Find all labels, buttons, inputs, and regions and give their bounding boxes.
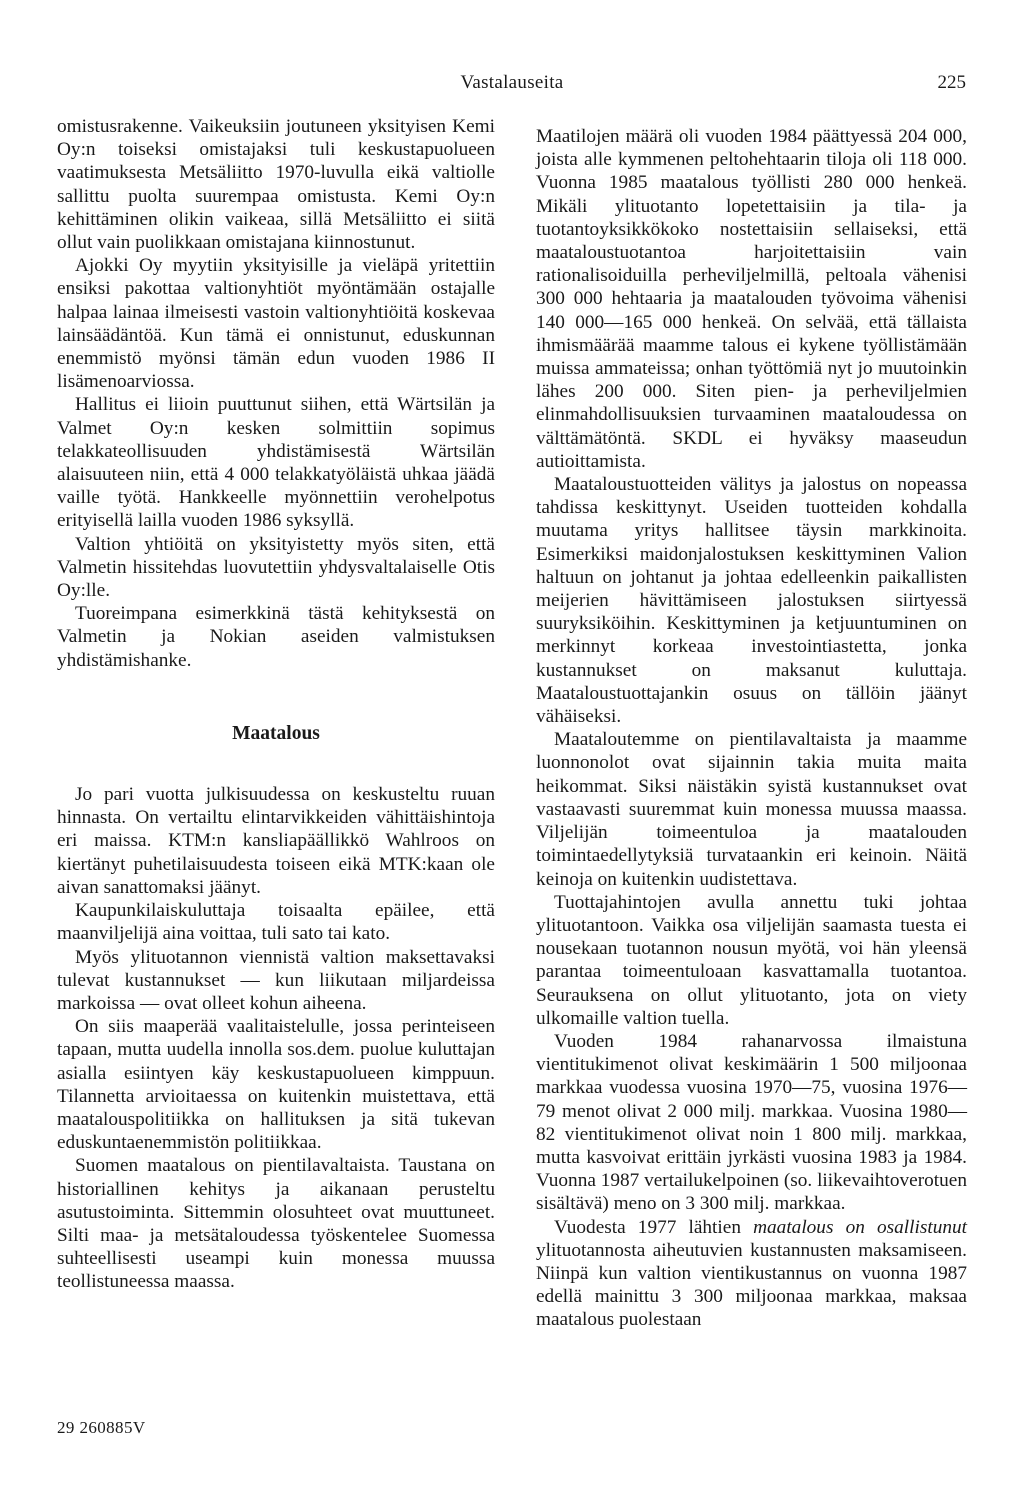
paragraph: Maatilojen määrä oli vuoden 1984 päättyessä 204 000, joista alle kymmenen peltohehtaarin tiloja oli 118 000. Vuonna 1985 maatalous työllisti 280 000 henkeä. Mikäli ylituotanto lopetettaisiin ja tila- ja tuotantoyksikkökoko nostettaisiin sellaiseksi, että maataloustuotantoa harjoitettaisiin vain rationalisoiduilla perheviljelmillä, peltoala vähenisi 300 000 hehtaaria ja maatalouden työvoima vähenisi 140 000—165 000 henkeä. On selvää, että tällaista ihmismäärää maamme talous ei kykene työllistämään muissa ammateissa; onhan työttömiä nyt jo muutoinkin lähes 200 000. Siten pien- ja perheviljelmien elinmahdollisuuksien turvaaminen maataloudessa on välttämätöntä. SKDL ei hyväksy maaseudun autioittamista. (536, 126, 967, 472)
section-title: Maatalous (232, 722, 320, 744)
paragraph: Valtion yhtiöitä on yksityistetty myös siten, että Valmetin hissitehdas luovutettiin yhdysvaltalaiselle Otis Oy:lle. (57, 533, 495, 602)
paragraph: Tuoreimpana esimerkkinä tästä kehityksestä on Valmetin ja Nokian aseiden valmistuksen yhdistämishanke. (57, 603, 495, 671)
paragraph: Ajokki Oy myytiin yksityisille ja vieläpä yritettiin ensiksi pakottaa valtionyhtiöt myöntämään ostajalle halpaa lainaa ilmeisesti vastoin valtionyhtiöitä koskevaa lainsäädäntöä. Kun tämä ei onnistunut, eduskunnan enemmistö myönsi tämän edun vuoden 1986 II lisämenoarviossa. (57, 255, 495, 393)
left-column (57, 115, 495, 1294)
paragraph: Suomen maatalous on pientilavaltaista. Taustana on historiallinen kehitys ja aikanaan perusteltu asutustoiminta. Sittemmin olosuhteet ovat muuttuneet. Silti maa- ja metsätaloudessa työskentelee Suomessa suhteellisesti useampi kuin monessa muussa teollistuneessa maassa. (57, 1155, 495, 1293)
paragraph: Maataloutemme on pientilavaltaista ja maamme luonnonolot ovat sijainnin takia muita maita heikommat. Siksi näistäkin syistä kustannukset ovat vastaavasti suuremmat kuin monessa muussa maassa. Viljelijän toimeentuloa ja maatalouden toimintaedellytyksiä turvataankin eri keinoin. Näitä keinoja on kuitenkin uudistettava. (536, 729, 967, 890)
running-head: Vastalauseita (460, 72, 564, 93)
paragraph: Kaupunkilaiskuluttaja toisaalta epäilee, että maanviljelijä aina voittaa, tuli sato tai kato. (57, 900, 495, 945)
emphasis-text: maatalous on osallistunut (753, 1216, 968, 1238)
paragraph: Tuottajahintojen avulla annettu tuki johtaa ylituotantoon. Vaikka osa viljelijän saamasta tuesta ei nousekaan tuotannon nousun myötä, voi hän yleensä parantaa toimeentuloaan kasvattamalla tuotantoa. Seurauksena on ollut ylituotanto, jota on viety ulkomaille valtion tuella. (536, 891, 967, 1029)
right-column (536, 125, 967, 1332)
paragraph: omistusrakenne. Vaikeuksiin joutuneen yksityisen Kemi Oy:n toiseksi omistajaksi tuli keskustapuolueen vaatimuksesta Metsäliitto 1970-luvulla eikä valtiolle sallittu puolta suurempaa omistusta. Kemi Oy:n kehittäminen olikin vaikeaa, sillä Metsäliitto ei siitä ollut vain puolikkaan omistajana kiinnostunut. (57, 116, 495, 254)
paragraph: Jo pari vuotta julkisuudessa on keskusteltu ruuan hinnasta. On vertailtu elintarvikkeiden vähittäishintoja eri maissa. KTM:n kansliapäällikkö Wahlroos on kiertänyt puhetilaisuudesta toiseen eikä MTK:kaan ole aivan sanattomaksi jäänyt. (57, 784, 495, 898)
paragraph: Hallitus ei liioin puuttunut siihen, että Wärtsilän ja Valmet Oy:n kesken solmittiin sopimus telakkateollisuuden yhdistämisestä Wärtsilän alaisuuteen niin, että 4 000 telakkatyöläistä uhkaa jäädä vaille työtä. Hankkeelle myönnettiin verohelpotus erityisellä lailla vuoden 1986 syksyllä. (57, 394, 495, 532)
paragraph-text: Vuodesta 1977 lähtien (554, 1216, 754, 1238)
page-header (0, 72, 1024, 100)
paragraph-text: ylituotannosta aiheutuvien kustannusten maksamiseen. Niinpä kun valtion vientikustannus on vuonna 1987 edellä mainittu 3 300 miljoonaa markkaa, maksaa maatalous puolestaan (536, 1239, 967, 1331)
paragraph (536, 1216, 967, 1332)
footer-code: 29 260885V (57, 1418, 146, 1437)
paragraph: Vuoden 1984 rahanarvossa ilmaistuna vientitukimenot olivat keskimäärin 1 500 miljoonaa markkaa vuodessa vuosina 1970—75, vuosina 1976—79 menot olivat 2 000 milj. markkaa. Vuosina 1980—82 vientitukimenot olivat noin 1 800 milj. markkaa, mutta kasvoivat erittäin jyrkästi vuosina 1983 ja 1984. Vuonna 1987 vertailukelpoinen (so. liikevaihtoverotuen sisältävä) meno on 3 300 milj. markkaa. (536, 1030, 967, 1215)
paragraph: Maataloustuotteiden välitys ja jalostus on nopeassa tahdissa keskittynyt. Useiden tuotteiden kohdalla muutama yritys hallitsee täysin markkinoita. Esimerkiksi maidonjalostuksen keskittyminen Valion haltuun on johtanut ja johtaa edelleenkin paikallisten meijerien hävittämiseen jalostuksen siirtyessä suuryksiköihin. Keskittyminen ja ketjuuntuminen on merkinnyt korkeaa investointiastetta, jonka kustannukset on maksanut kuluttaja. Maataloustuottajankin osuus on tällöin jäänyt vähäiseksi. (536, 474, 967, 728)
paragraph: On siis maaperää vaalitaistelulle, jossa perinteiseen tapaan, mutta uudella innolla sos.dem. puolue kuluttajan asialla esiintyen käy keskustapuolueen kimppuun. Tilannetta arvioitaessa on kuitenkin muistettava, että maatalouspolitiikka on hallituksen ja sitä tukevan eduskuntaenemmistön politiikkaa. (57, 1016, 495, 1154)
paragraph: Myös ylituotannon viennistä valtion maksettavaksi tulevat kustannukset — kun liikutaan miljardeissa markoissa — ovat olleet kohun aiheena. (57, 946, 495, 1014)
page-number: 225 (937, 72, 966, 93)
